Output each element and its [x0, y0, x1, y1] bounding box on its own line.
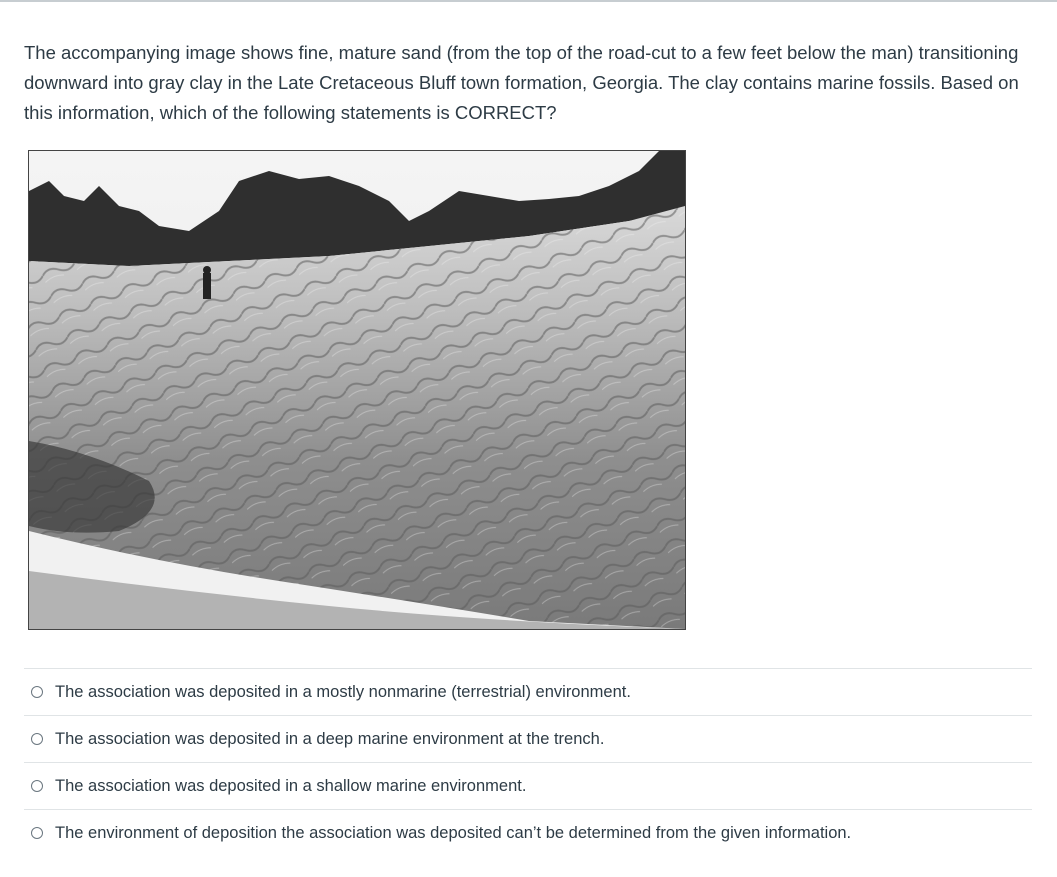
- answer-label: The environment of deposition the association was deposited can’t be determined from the given information.: [55, 823, 852, 842]
- radio-unchecked-icon[interactable]: [31, 780, 43, 792]
- answer-option[interactable]: [24, 668, 1032, 715]
- roadcut-photo-image: [29, 151, 685, 629]
- answer-label: The association was deposited in a mostly nonmarine (terrestrial) environment.: [55, 682, 631, 701]
- answer-option[interactable]: [24, 715, 1032, 762]
- roadcut-photo: [28, 150, 686, 630]
- answer-option[interactable]: [24, 762, 1032, 809]
- radio-unchecked-icon[interactable]: [31, 733, 43, 745]
- radio-unchecked-icon[interactable]: [31, 686, 43, 698]
- answer-list: [24, 668, 1032, 856]
- question-text: The accompanying image shows fine, mature sand (from the top of the road-cut to a few feet below the man) transitioning downward into gray clay in the Late Cretaceous Bluff town formation, Georgia. The clay contains marine fossils. Based on this information, which of the following statements is CORRECT?: [24, 42, 1019, 123]
- top-divider: [0, 0, 1057, 2]
- answer-label: The association was deposited in a deep marine environment at the trench.: [55, 729, 605, 748]
- answer-option[interactable]: [24, 809, 1032, 856]
- radio-unchecked-icon[interactable]: [31, 827, 43, 839]
- answer-label: The association was deposited in a shallow marine environment.: [55, 776, 527, 795]
